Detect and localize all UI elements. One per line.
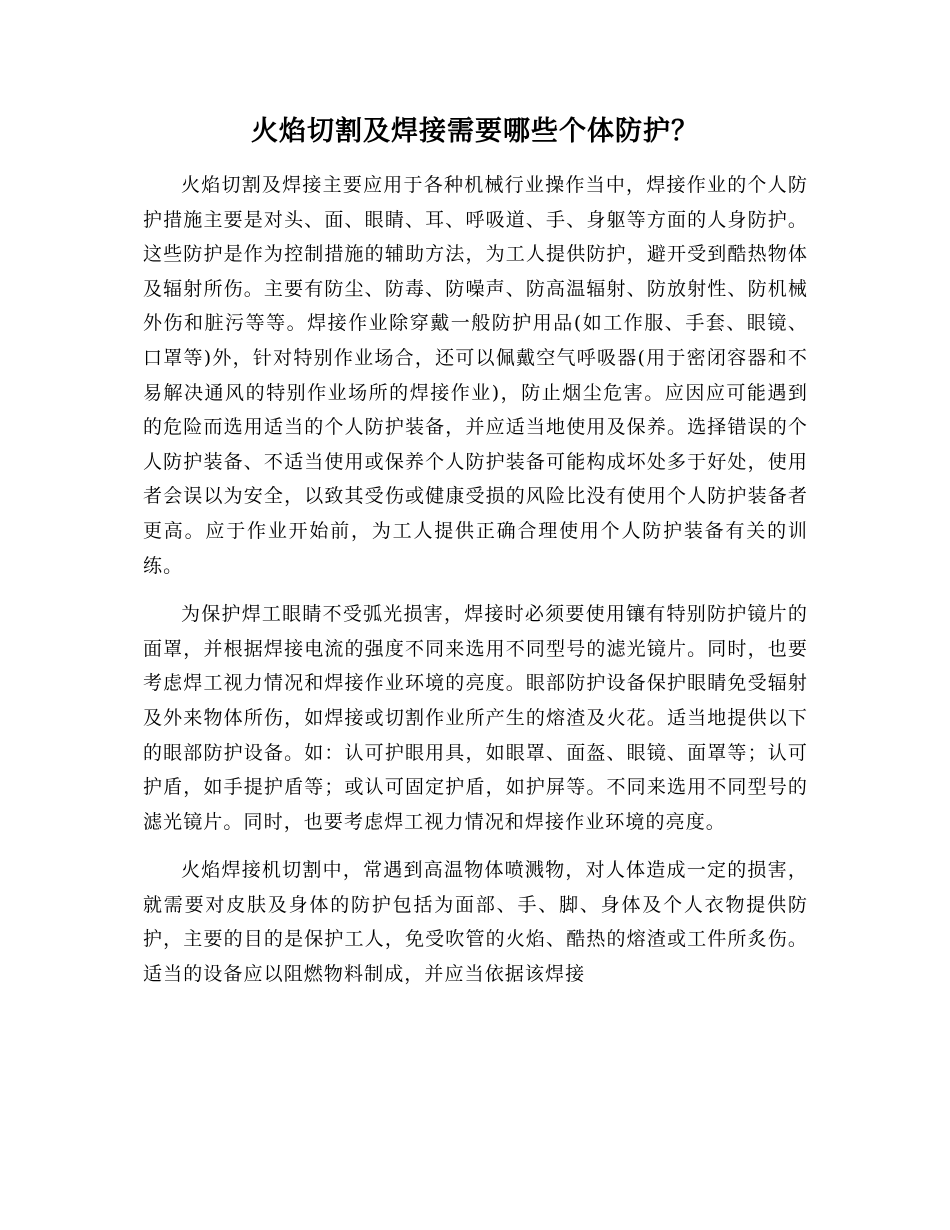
document-title: 火焰切割及焊接需要哪些个体防护？ (251, 116, 699, 147)
paragraph-3: 火焰焊接机切割中，常遇到高温物体喷溅物，对人体造成一定的损害，就需要对皮肤及身体的防护包括为面部、手、脚、身体及个人衣物提供防护，主要的目的是保护工人，免受吹管的火焰、酷热的熔渣或工件所炙伤。适当的设备应以阻燃物料制成，并应当依据该焊接 (143, 859, 808, 986)
paragraph-1: 火焰切割及焊接主要应用于各种机械行业操作当中，焊接作业的个人防护措施主要是对头、面、眼睛、耳、呼吸道、手、身躯等方面的人身防护。这些防护是作为控制措施的辅助方法，为工人提供防护，避开受到酷热物体及辐射所伤。主要有防尘、防毒、防噪声、防高温辐射、防放射性、防机械外伤和脏污等等。焊接作业除穿戴一般防护用品(如工作服、手套、眼镜、口罩等)外，针对特别作业场合，还可以佩戴空气呼吸器(用于密闭容器和不易解决通风的特别作业场所的焊接作业)，防止烟尘危害。应因应可能遇到的危险而选用适当的个人防护装备，并应适当地使用及保养。选择错误的个人防护装备、不适当使用或保养个人防护装备可能构成坏处多于好处，使用者会误以为安全，以致其受伤或健康受损的风险比没有使用个人防护装备者更高。应于作业开始前，为工人提供正确合理使用个人防护装备有关的训练。 (143, 174, 808, 577)
paragraph-2: 为保护焊工眼睛不受弧光损害，焊接时必须要使用镶有特别防护镜片的面罩，并根据焊接电流的强度不同来选用不同型号的滤光镜片。同时，也要考虑焊工视力情况和焊接作业环境的亮度。眼部防护设备保护眼睛免受辐射及外来物体所伤，如焊接或切割作业所产生的熔渣及火花。适当地提供以下的眼部防护设备。如：认可护眼用具，如眼罩、面盔、眼镜、面罩等；认可护盾，如手提护盾等；或认可固定护盾，如护屏等。不同来选用不同型号的滤光镜片。同时，也要考虑焊工视力情况和焊接作业环境的亮度。 (143, 603, 808, 833)
document-body (143, 168, 808, 992)
